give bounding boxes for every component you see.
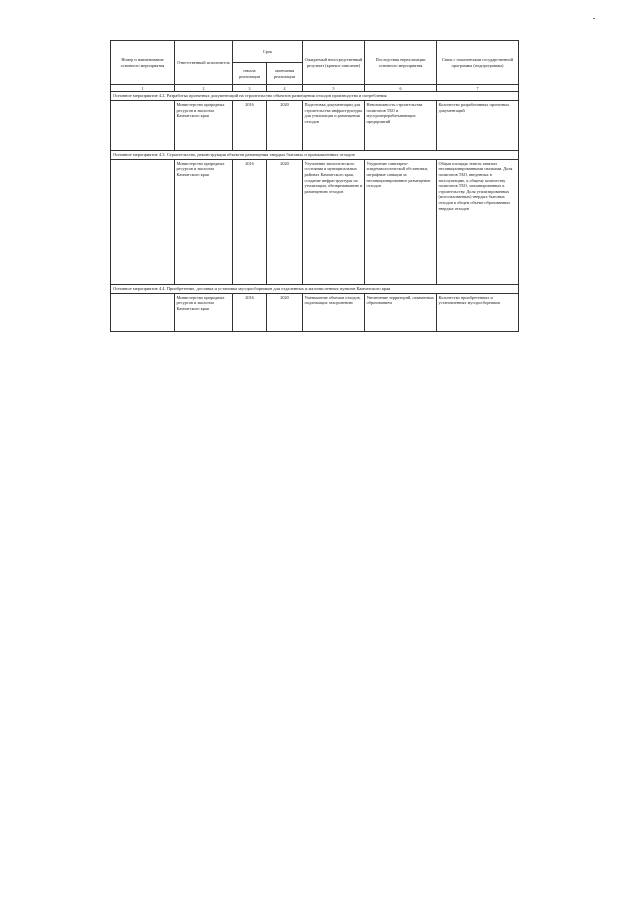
header-col-executor: Ответственный исполнитель <box>175 41 233 85</box>
cell-consequence: Увеличение территорий, охваченных образованием <box>365 293 437 331</box>
scan-speck <box>593 18 595 19</box>
cell-name <box>111 293 175 331</box>
cell-end: 2020 <box>267 159 303 284</box>
cell-name <box>111 159 175 284</box>
cell-end: 2020 <box>267 101 303 151</box>
header-col-start: начала реализации <box>233 63 267 85</box>
cell-link: Количество разработанных проектных документаций <box>437 101 519 151</box>
column-number: 4 <box>267 85 303 92</box>
cell-link: Общая площадь земель занятых несанкционированными свалками. Доля полигонов ТБО, введенных в эксплуатацию, к общему количеству полигонов ТБО, запланированных к строительству. Доля утилизированных (использованных) твердых бытовых отходов в общем объеме образованных твердых отходов <box>437 159 519 284</box>
column-number: 5 <box>303 85 365 92</box>
header-col-name: Номер и наименование основного мероприятия <box>111 41 175 85</box>
column-number: 1 <box>111 85 175 92</box>
section-title: Основное мероприятие 4.3. Строительство, реконструкция объектов размещения твердых бытовых и промышленных отходов <box>111 151 519 160</box>
cell-result: Улучшение экологического состояния в муниципальных районах Камчатского края, создание инфраструктуры по утилизации, обезвреживанию и размещению отходов <box>303 159 365 284</box>
column-number: 3 <box>233 85 267 92</box>
table-row <box>111 159 519 284</box>
column-numbers-row <box>111 85 519 92</box>
cell-executor: Министерство природных ресурсов и экологии Камчатского края <box>175 101 233 151</box>
header-col-result: Ожидаемый непосредственный результат (краткое описание) <box>303 41 365 85</box>
header-col-term: Срок <box>233 41 303 63</box>
table-row <box>111 101 519 151</box>
cell-name <box>111 101 175 151</box>
cell-consequence: Невозможность строительства полигонов ТБО и мусороперерабатывающих предприятий <box>365 101 437 151</box>
cell-executor: Министерство природных ресурсов и экологии Камчатского края <box>175 159 233 284</box>
section-heading-row <box>111 92 519 101</box>
cell-result: Подготовка документации для строительства инфраструктуры для утилизации и размещения отходов <box>303 101 365 151</box>
header-col-link: Связь с показателями государственной программы (подпрограммы) <box>437 41 519 85</box>
cell-start: 2016 <box>233 101 267 151</box>
cell-start: 2016 <box>233 159 267 284</box>
cell-start: 2016 <box>233 293 267 331</box>
header-col-end: окончания реализации <box>267 63 303 85</box>
column-number: 6 <box>365 85 437 92</box>
cell-link: Количество приобретенных и установленных мусоросборников <box>437 293 519 331</box>
header-col-consequence: Последствия нереализации основного мероприятия <box>365 41 437 85</box>
column-number: 2 <box>175 85 233 92</box>
measures-table <box>110 40 519 332</box>
section-heading-row <box>111 284 519 293</box>
table-row <box>111 293 519 331</box>
cell-end: 2020 <box>267 293 303 331</box>
cell-executor: Министерство природных ресурсов и экологии Камчатского края <box>175 293 233 331</box>
section-title: Основное мероприятие 4.2. Разработка проектных документаций на строительство объектов размещения отходов производства и потребления <box>111 92 519 101</box>
cell-result: Уменьшение объемов отходов, подлежащих захоронению <box>303 293 365 331</box>
section-heading-row <box>111 151 519 160</box>
cell-consequence: Ухудшение санитарно-эпидемиологической обстановки, штрафные санкции за несанкционированное размещение отходов <box>365 159 437 284</box>
section-title: Основное мероприятие 4.4. Приобретение, доставка и установка мусоросборников для отдаленных и малочисленных пунктов Камчатского края <box>111 284 519 293</box>
column-number: 7 <box>437 85 519 92</box>
document-page <box>110 40 518 332</box>
